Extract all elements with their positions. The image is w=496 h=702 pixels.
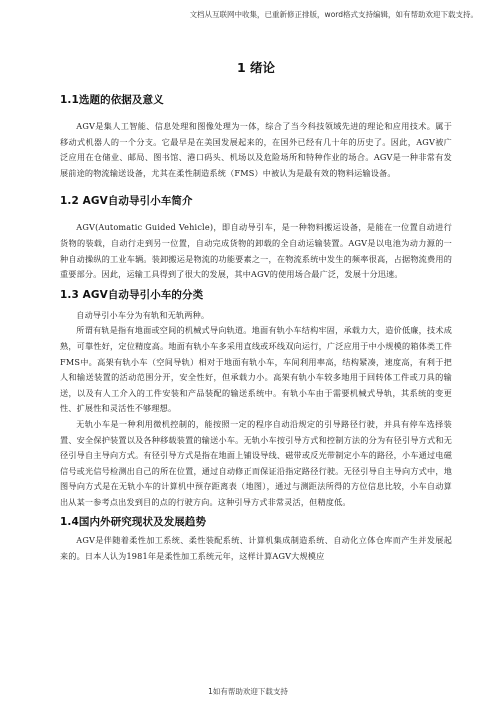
paragraph: AGV是集人工智能、信息处理和图像处理为一体，综合了当今科技领域先进的理论和应用技术。属于移动式机器人的一个分支。它最早是在美国发展起来的，在国外已经有几十年的历史了。因此，AGV被广泛应用在仓储业、邮局、图书馆、港口码头、机场以及危险场所和特种作业的场合。AGV是一种非常有发展前途的物流输送设备，尤其在柔性制造系统（FMS）中被认为是最有效的物料运输设备。 — [60, 121, 452, 178]
main-content — [60, 58, 452, 565]
section-heading: 1.4国内外研究现状及发展趋势 — [60, 516, 207, 529]
chapter-title: 1 绪论 — [236, 60, 276, 75]
paragraph: AGV是伴随着柔性加工系统、柔性装配系统、计算机集成制造系统、自动化立体仓库而产生并发展起来的。日本人认为1981年是柔性加工系统元年，这样计算AGV大规模应 — [60, 535, 452, 562]
section-heading: 1.1选题的依据及意义 — [60, 94, 164, 106]
paragraph: 自动导引小车分为有轨和无轨两种。 — [76, 309, 210, 320]
header-note: 文档从互联网中收集，已重新修正排版，word格式支持编辑，如有帮助欢迎下载支持。 — [189, 10, 478, 19]
paragraph: AGV(Automatic Guided Vehicle)，即自动导引车，是一种物料搬运设备，是能在一位置自动进行货物的装载，自动行走到另一位置，自动完成货物的卸载的全自动运输装置。AGV是以电池为动力源的一种自动操纵的工业车辆。装卸搬运是物流的功能要素之一，在物流系统中发生的频率很高，占据物流费用的重要部分。因此，运输工具得到了很大的发展，其中AGV的使用场合最广泛，发展十分迅速。 — [60, 222, 452, 280]
section-1-3 — [60, 287, 452, 511]
section-1-4 — [60, 514, 452, 564]
footer-note: 1如有帮助欢迎下载支持 — [208, 687, 288, 696]
section-1-1 — [60, 92, 452, 181]
section-1-2 — [60, 193, 452, 282]
paragraph: 无轨小车是一种利用微机控制的，能按照一定的程序自动沿规定的引导路径行驶，并具有停车选择装置、安全保护装置以及各种移载装置的输送小车。无轨小车按引导方式和控制方法的分为有径引导方式和无径引导自主导向方式。有径引导方式是指在地面上铺设导线、磁带或反光带制定小车的路径，小车通过电磁信号或光信号检测出自己的所在位置，通过自动修正而保证沿指定路径行驶。无径引导自主导向方式中，地图导向方式是在无轨小车的计算机中预存距离表（地图），通过与测距法所得的方位信息比较，小车自动算出从某一参考点出发到目的点的行驶方向。这种引导方式非常灵活，但精度低。 — [60, 418, 452, 507]
section-heading: 1.3 AGV自动导引小车的分类 — [60, 288, 204, 301]
paragraph: 所谓有轨是指有地面或空间的机械式导向轨道。地面有轨小车结构牢固，承载力大，造价低廉，技术成熟，可靠性好，定位精度高。地面有轨小车多采用直线或环线双向运行，广泛应用于中小规模的箱体类工件FMS中。高架有轨小车（空间导轨）相对于地面有轨小车，车间利用率高，结构紧凑，速度高，有利于把人和输送装置的活动范围分开，安全性好，但承载力小。高架有轨小车较多地用于回转体工件或刀具的输送，以及有人工介入的工件安装和产品装配的输送系统中。有轨小车由于需要机械式导轨，其系统的变更性、扩展性和灵活性不够理想。 — [60, 325, 452, 414]
section-heading: 1.2 AGV自动导引小车简介 — [60, 195, 193, 208]
